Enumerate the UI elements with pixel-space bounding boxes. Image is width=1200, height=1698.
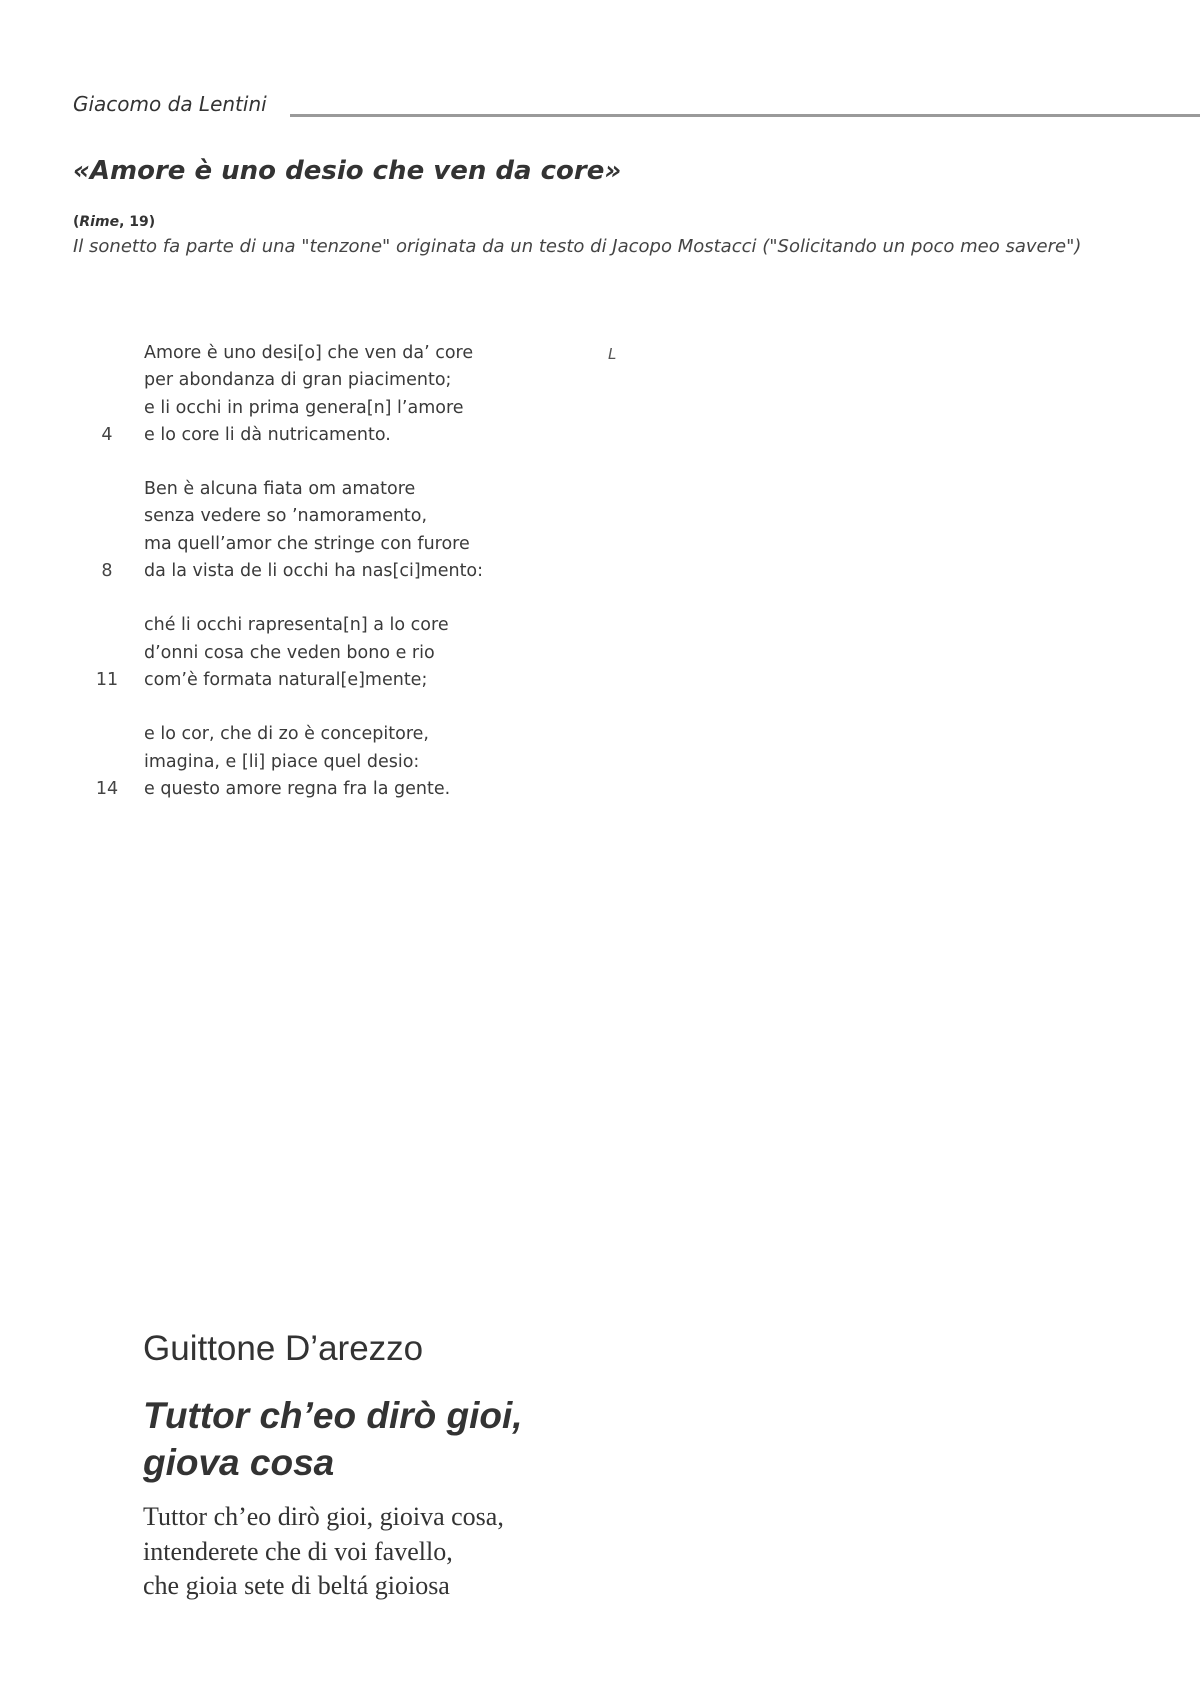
header-rule <box>290 114 1200 117</box>
verse-line <box>0 422 620 449</box>
verse-line <box>0 667 620 694</box>
stanza <box>0 612 620 694</box>
verse-text: per abondanza di gran piacimento; <box>144 370 452 391</box>
stanza <box>0 721 620 803</box>
verse-text: imagina, e [li] piace quel desio: <box>144 751 420 772</box>
line-number: 8 <box>101 561 113 582</box>
source-work: Rime <box>79 214 120 230</box>
verse-line <box>0 503 620 530</box>
verse-line <box>0 395 620 422</box>
verse-line <box>0 776 620 803</box>
verse-text: e questo amore regna fra la gente. <box>144 778 451 799</box>
source-reference <box>73 214 155 230</box>
second-poem-title-line: giova cosa <box>143 1442 335 1483</box>
verse-line <box>0 721 620 748</box>
verse-line <box>0 612 620 639</box>
stanza <box>0 340 620 449</box>
second-poem-verse: che gioia sete di beltá gioiosa <box>143 1571 450 1600</box>
second-poem-verse: Tuttor ch’eo dirò gioi, gioiva cosa, <box>143 1502 504 1531</box>
stanza <box>0 476 620 585</box>
stray-mark: L <box>608 345 617 363</box>
verse-text: com’è formata natural[e]mente; <box>144 669 428 690</box>
verse-text: ché li occhi rapresenta[n] a lo core <box>144 615 449 636</box>
second-poem-title-line: Tuttor ch’eo dirò gioi, <box>143 1395 523 1436</box>
verse-text: e lo core li dà nutricamento. <box>144 424 391 445</box>
verse-line <box>0 476 620 503</box>
verse-text: ma quell’amor che stringe con furore <box>144 533 470 554</box>
poem-body <box>0 340 620 830</box>
line-number: 4 <box>101 424 113 445</box>
verse-line <box>0 340 620 367</box>
verse-line <box>0 640 620 667</box>
verse-text: e li occhi in prima genera[n] l’amore <box>144 397 464 418</box>
verse-line <box>0 558 620 585</box>
second-poem-verse: intenderete che di voi favello, <box>143 1536 453 1566</box>
source-open: ( <box>73 214 80 230</box>
verse-line <box>0 531 620 558</box>
poem-title: «Amore è uno desio che ven da core» <box>73 156 622 186</box>
verse-line <box>0 367 620 394</box>
intro-note: Il sonetto fa parte di una "tenzone" originata da un testo di Jacopo Mostacci ("Solicitando un poco meo savere") <box>73 236 1082 257</box>
verse-text: senza vedere so ’namoramento, <box>144 506 428 527</box>
verse-text: Amore è uno desi[o] che ven da’ core <box>144 343 474 363</box>
line-number: 14 <box>95 778 119 799</box>
verse-line <box>0 749 620 776</box>
second-poem-title <box>143 1392 523 1486</box>
second-poem-verses <box>143 1500 504 1604</box>
source-rest: , 19) <box>119 214 156 230</box>
verse-text: Ben è alcuna fiata om amatore <box>144 479 416 500</box>
line-number: 11 <box>95 669 119 690</box>
verse-text: e lo cor, che di zo è concepitore, <box>144 724 429 745</box>
verse-text: da la vista de li occhi ha nas[ci]mento: <box>144 561 484 582</box>
verse-text: d’onni cosa che veden bono e rio <box>144 642 435 663</box>
second-poem-author: Guittone D’arezzo <box>143 1329 424 1368</box>
header-author: Giacomo da Lentini <box>73 92 267 116</box>
